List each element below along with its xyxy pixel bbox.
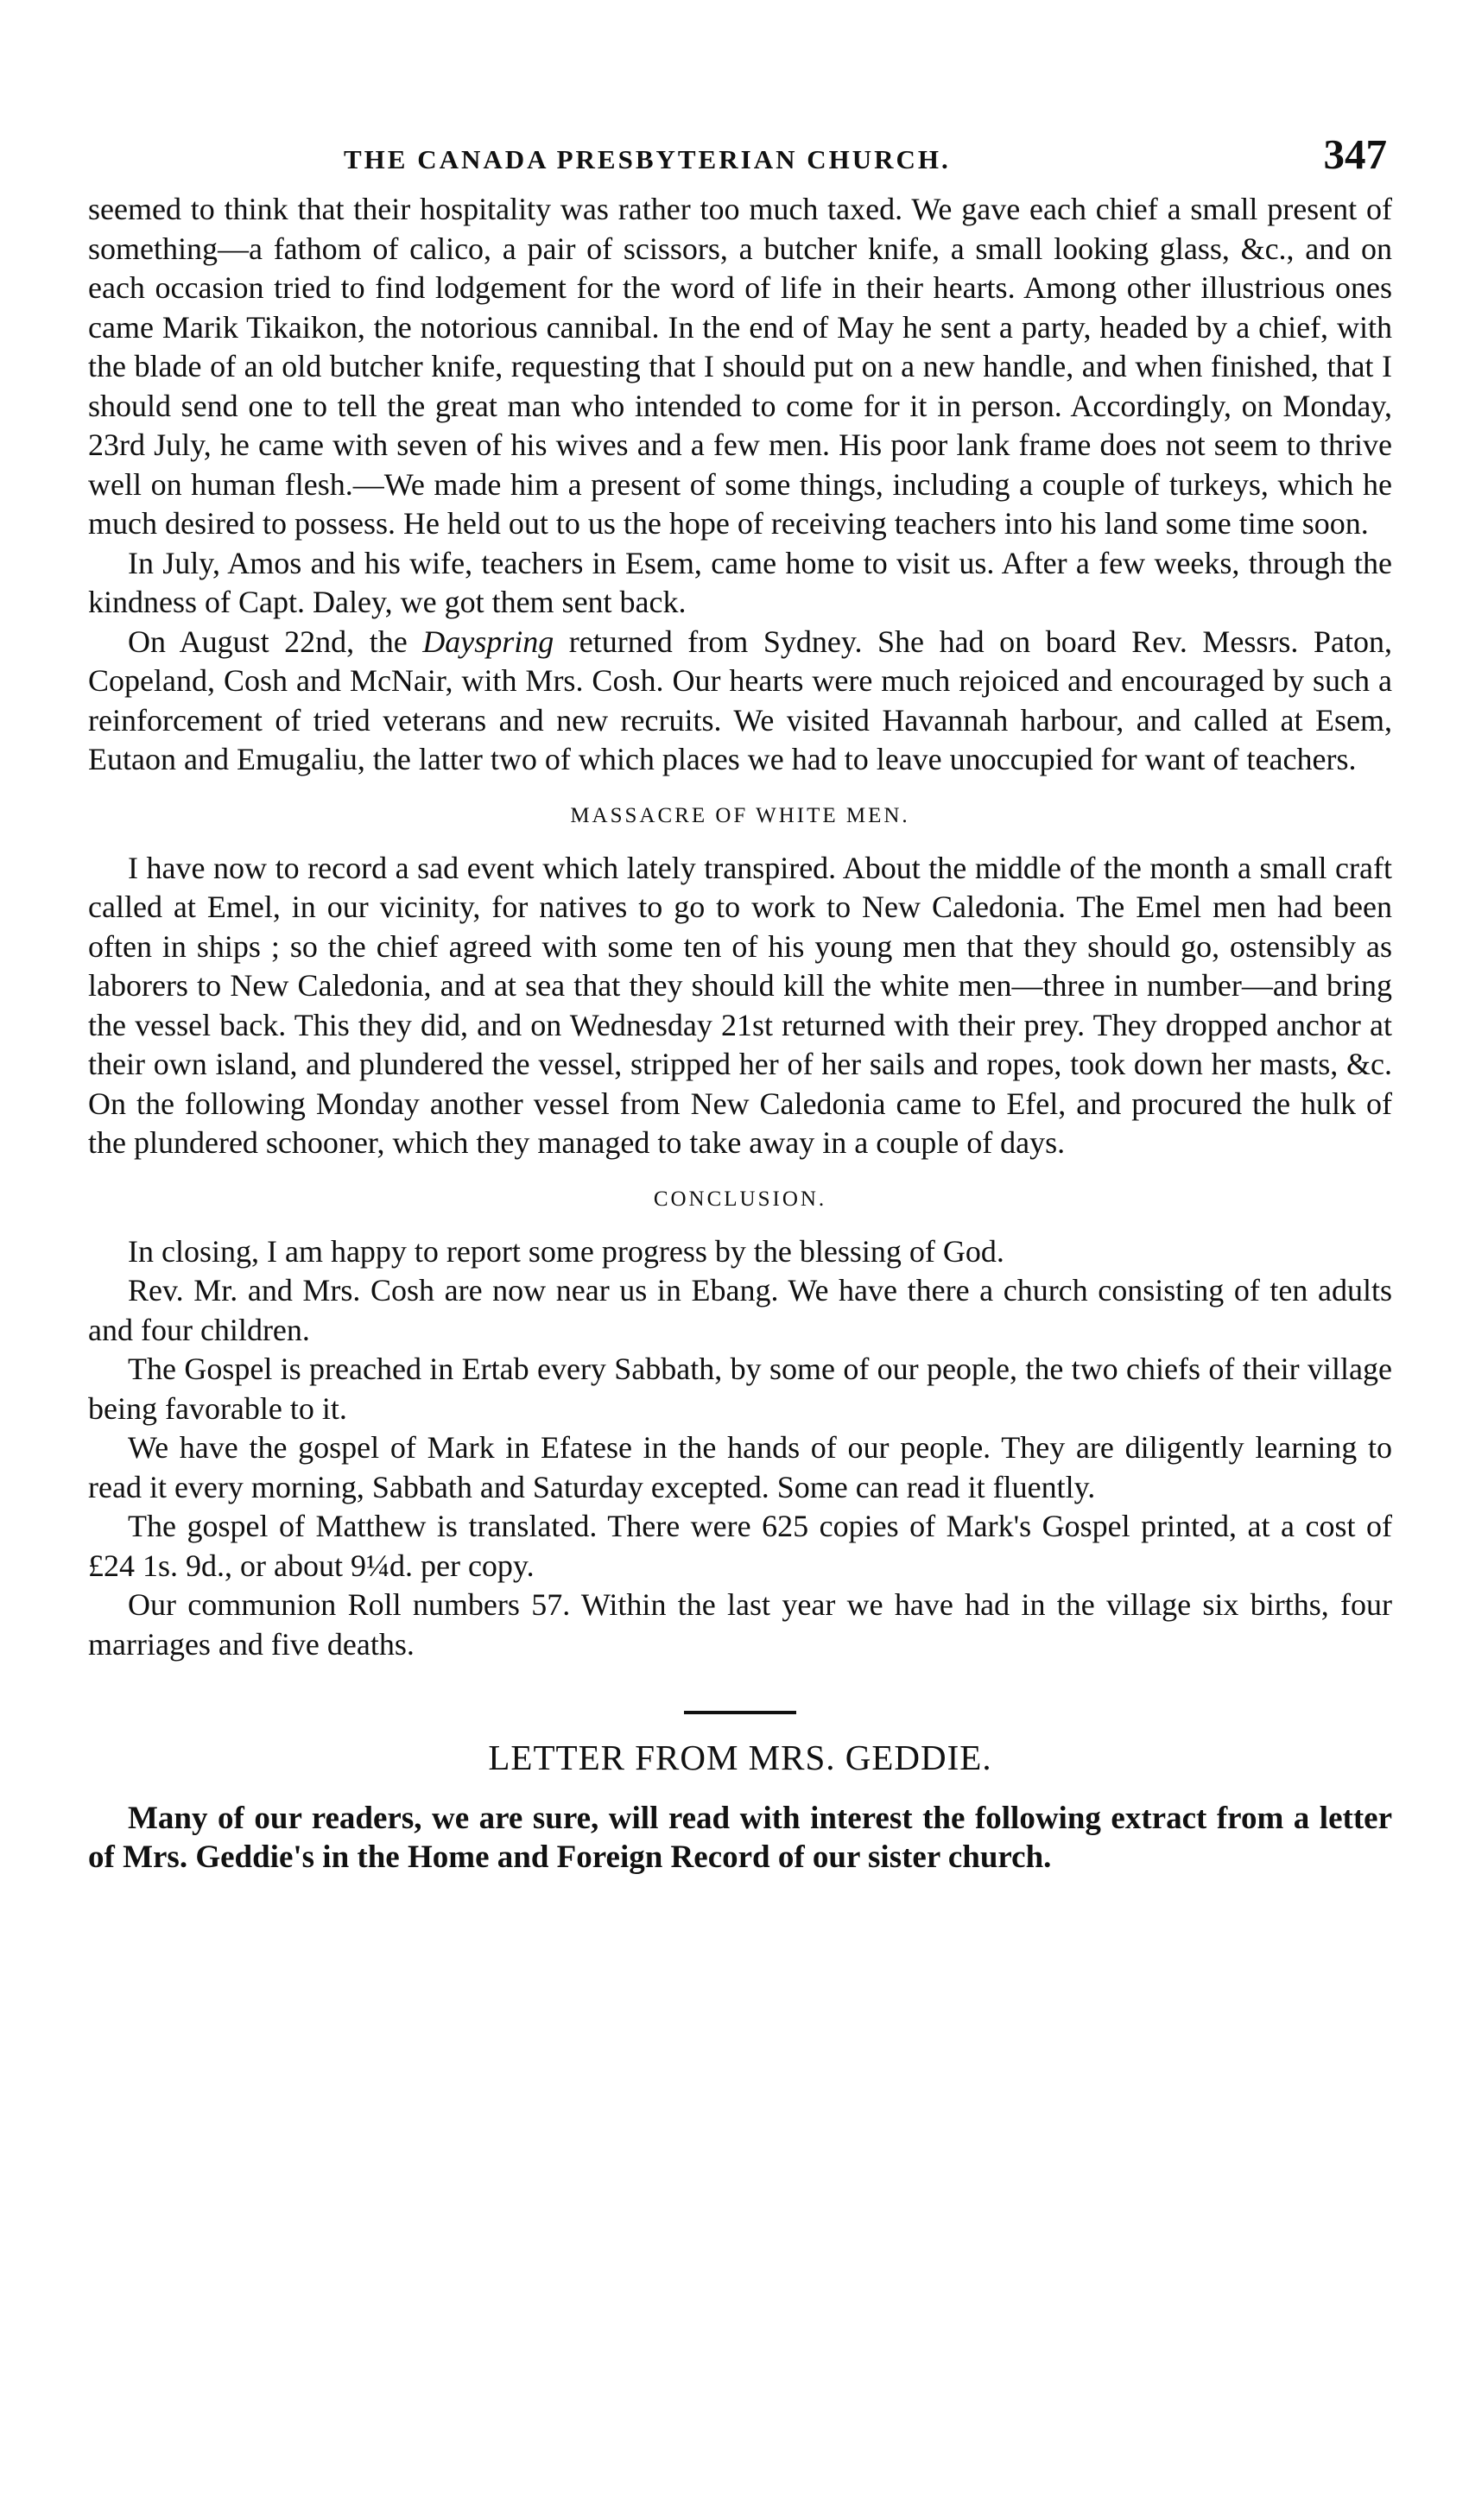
letter-intro: [88, 1799, 1392, 1877]
section-divider: [684, 1711, 796, 1714]
article-body: [88, 190, 1392, 1664]
dayspring-text-after: returned from Sydney. She had on board Rev. Messrs. Paton, Copeland, Cosh and McNair, with Mrs. Cosh. Our hearts were much rejoiced and encouraged by such a reinforcement of tried veterans and new recruits. We visited Havannah harbour, and called at Esem, Eutaon and Emugaliu, the latter two of which places we had to leave unoccupied for want of teachers.: [88, 624, 1392, 776]
paragraph-dayspring: [88, 623, 1392, 780]
page: [88, 130, 1392, 1877]
paragraph-massacre: I have now to record a sad event which lately transpired. About the middle of the month a small craft called at Emel, in our vicinity, for natives to go to work to New Caledonia. The Emel men had been often in ships ; so the chief agreed with some ten of his young men that they should go, ostensibly as laborers to New Caledonia, and at sea that they should kill the white men—three in number—and bring the vessel back. This they did, and on Wednesday 21st returned with their prey. They dropped anchor at their own island, and plundered the vessel, stripped her of her sails and ropes, took down her masts, &c. On the following Monday another vessel from New Caledonia came to Efel, and procured the hulk of the plundered schooner, which they managed to take away in a couple of days.: [88, 850, 1392, 1160]
paragraph-continued: seemed to think that their hospitality was rather too much taxed. We gave each chief a small present of something—a fathom of calico, a pair of scissors, a butcher knife, a small looking glass, &c., and on each occasion tried to find lodgement for the word of life in their hearts. Among other illustrious ones came Marik Tikaikon, the notorious cannibal. In the end of May he sent a party, headed by a chief, with the blade of an old butcher knife, requesting that I should put on a new handle, and when finished, that I should send one to tell the great man who intended to come for it in person. Accordingly, on Monday, 23rd July, he came with seven of his wives and a few men. His poor lank frame does not seem to thrive well on human flesh.—We made him a present of some things, including a couple of turkeys, which he much desired to possess. He held out to us the hope of receiving teachers into his land some time soon.: [88, 192, 1392, 541]
paragraph-conclusion-1: In closing, I am happy to report some progress by the blessing of God.: [128, 1233, 1004, 1269]
page-number: 347: [1323, 130, 1387, 178]
page-header: [88, 130, 1392, 190]
letter-intro-paragraph: Many of our readers, we are sure, will read with interest the following extract from a letter of Mrs. Geddie's in the Home and Foreign Record of our sister church.: [88, 1801, 1392, 1875]
paragraph-conclusion-4: We have the gospel of Mark in Efatese in the hands of our people. They are diligently learning to read it every morning, Sabbath and Saturday excepted. Some can read it fluently.: [88, 1430, 1392, 1504]
paragraph-conclusion-6: Our communion Roll numbers 57. Within the last year we have had in the village six births, four marriages and five deaths.: [88, 1587, 1392, 1662]
running-title: THE CANADA PRESBYTERIAN CHURCH.: [344, 144, 951, 174]
letter-title: LETTER FROM MRS. GEDDIE.: [488, 1738, 992, 1777]
dayspring-text-before: On August 22nd, the: [128, 624, 423, 659]
paragraph-conclusion-3: The Gospel is preached in Ertab every Sabbath, by some of our people, the two chiefs of their village being favorable to it.: [88, 1352, 1392, 1426]
section-heading-conclusion: CONCLUSION.: [653, 1187, 827, 1211]
ship-name: Dayspring: [422, 624, 554, 659]
paragraph-conclusion-5: The gospel of Matthew is translated. There were 625 copies of Mark's Gospel printed, at a cost of £24 1s. 9d., or about 9¼d. per copy.: [88, 1509, 1392, 1583]
paragraph-conclusion-2: Rev. Mr. and Mrs. Cosh are now near us in Ebang. We have there a church consisting of ten adults and four children.: [88, 1273, 1392, 1347]
section-heading-massacre: MASSACRE OF WHITE MEN.: [570, 803, 910, 827]
paragraph-amos: In July, Amos and his wife, teachers in Esem, came home to visit us. After a few weeks, through the kindness of Capt. Daley, we got them sent back.: [88, 545, 1392, 619]
